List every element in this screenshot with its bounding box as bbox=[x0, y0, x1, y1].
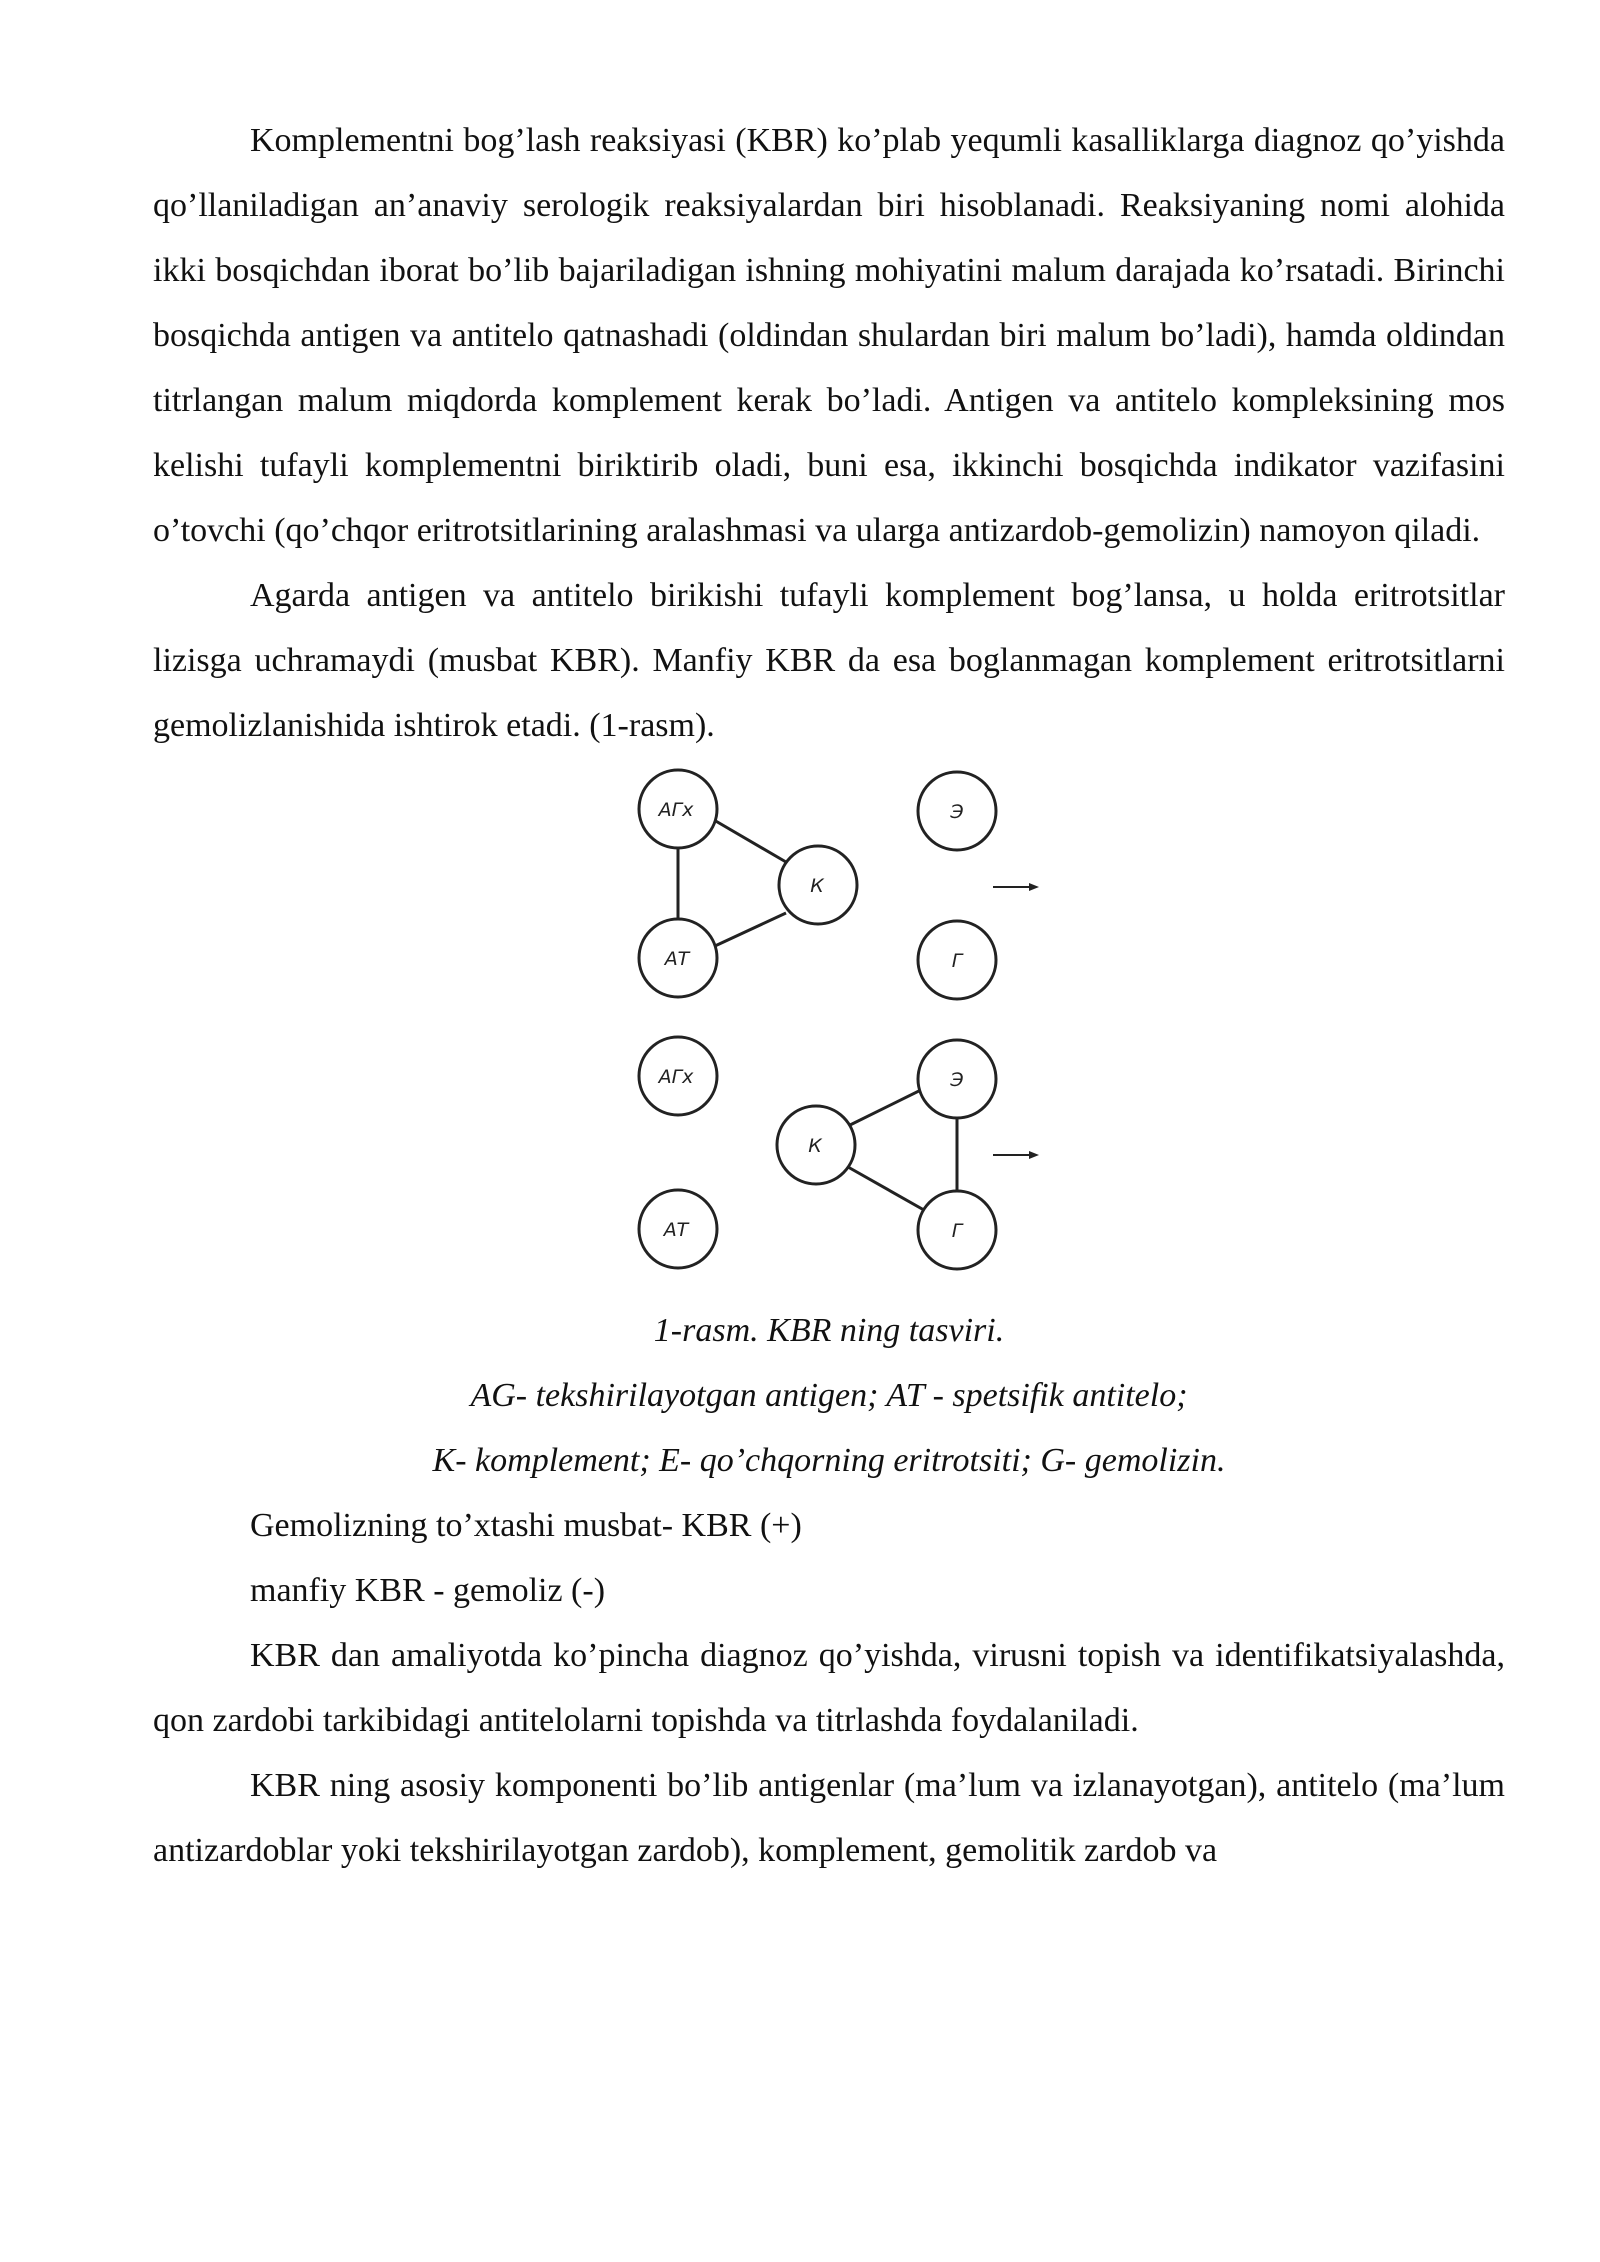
label-erythrocyte-bottom: Э bbox=[950, 1069, 964, 1091]
label-complement-bottom: К bbox=[808, 1135, 822, 1157]
label-antibody-bottom: АТ bbox=[663, 1219, 689, 1241]
line-positive-kbr: Gemolizning to’xtashi musbat- KBR (+) bbox=[250, 1507, 802, 1544]
figure-caption-legend-1: AG- tekshirilayotgan antigen; AT - spetsifik antitelo; bbox=[470, 1377, 1188, 1414]
paragraph-kbr-usage: KBR dan amaliyotda ko’pincha diagnoz qo’yishda, virusni topish va identifikatsiyalashda, qon zardobi tarkibidagi antitelolarni topishda va titrlashda foydalaniladi. bbox=[153, 1637, 1505, 1739]
label-erythrocyte-top: Э bbox=[950, 801, 964, 823]
figure-caption-title: 1-rasm. KBR ning tasviri. bbox=[653, 1312, 1005, 1349]
line-negative-kbr: manfiy KBR - gemoliz (-) bbox=[250, 1572, 606, 1609]
arrow-bottom-head bbox=[1029, 1151, 1039, 1159]
label-antigen-top: АГх bbox=[658, 799, 694, 821]
kbr-diagram bbox=[153, 758, 1505, 1298]
label-antigen-bottom: АГх bbox=[658, 1066, 694, 1088]
label-antibody-top: АТ bbox=[664, 948, 690, 970]
paragraph-kbr-components: KBR ning asosiy komponenti bo’lib antigenlar (ma’lum va izlanayotgan), antitelo (ma’lum antizardoblar yoki tekshirilayotgan zardob), komplement, gemolitik zardob va bbox=[153, 1767, 1505, 1869]
label-hemolysin-top: Г bbox=[951, 950, 963, 972]
label-hemolysin-bottom: Г bbox=[951, 1220, 963, 1242]
label-complement-top: К bbox=[810, 875, 824, 897]
diagram-top-group bbox=[639, 770, 1039, 999]
document-page bbox=[153, 108, 1505, 1883]
edge-complement-hemolysin bbox=[848, 1167, 931, 1214]
paragraph-kbr-result: Agarda antigen va antitelo birikishi tufayli komplement bog’lansa, u holda eritrotsitlar lizisga uchramaydi (musbat KBR). Manfiy KBR da esa boglanmagan komplement eritrotsitlarni gemolizlanishida ishtirok etadi. (1-rasm). bbox=[153, 577, 1505, 744]
paragraph-kbr-intro: Komplementni bog’lash reaksiyasi (KBR) ko’plab yequmli kasalliklarga diagnoz qo’yishda qo’llaniladigan an’anaviy serologik reaksiyalardan biri hisoblanadi. Reaksiyaning nomi alohida ikki bosqichdan iborat bo’lib bajariladigan ishning mohiyatini malum darajada ko’rsatadi. Birinchi bosqichda antigen va antitelo qatnashadi (oldindan shulardan biri malum bo’ladi), hamda oldindan titrlangan malum miqdorda komplement kerak bo’ladi. Antigen va antitelo kompleksining mos kelishi tufayli komplementni biriktirib oladi, buni esa, ikkinchi bosqichda indikator vazifasini o’tovchi (qo’chqor eritrotsitlarining aralashmasi va ularga antizardob-gemolizin) namoyon qiladi. bbox=[153, 122, 1505, 549]
arrow-top-head bbox=[1029, 883, 1039, 891]
figure-caption-legend-2: K- komplement; E- qo’chqorning eritrotsiti; G- gemolizin. bbox=[432, 1442, 1226, 1479]
diagram-bottom-group bbox=[639, 1037, 1039, 1269]
